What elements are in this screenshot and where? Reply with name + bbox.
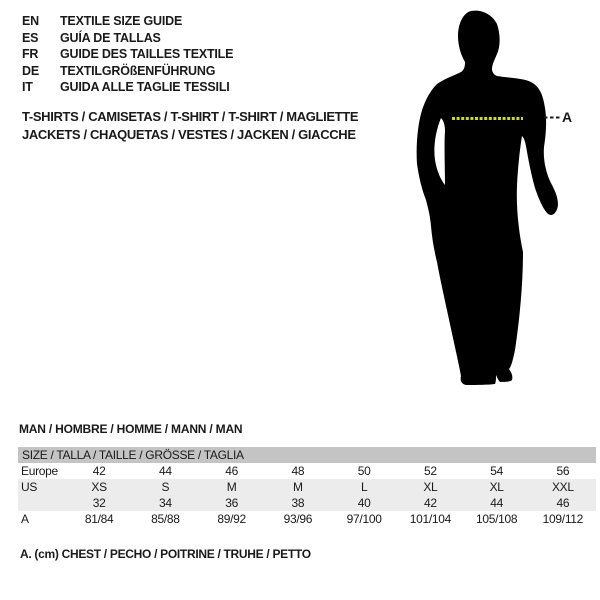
category-line-tshirts: T-SHIRTS / CAMISETAS / T-SHIRT / T-SHIRT / MAGLIETTE [22,109,359,124]
language-label: GUIDA ALLE TAGLIE TESSILI [60,80,230,95]
size-cell: 50 [357,464,371,478]
size-cell: 109/112 [542,512,584,526]
size-cell: 56 [556,464,570,478]
size-cell: 85/88 [151,512,180,526]
size-cell: 40 [331,495,397,511]
size-cell: S [132,479,198,495]
size-table-header: SIZE / TALLA / TAILLE / GRÖSSE / TAGLIA [18,447,596,463]
row-label: A [21,512,29,526]
size-cell: 38 [265,495,331,511]
table-row-europe [18,463,596,479]
size-cell: M [199,479,265,495]
size-cell: 46 [530,495,596,511]
language-code: ES [22,30,39,45]
size-cell: 101/104 [409,512,452,526]
size-table-header-row [18,447,596,463]
size-cell: 32 [66,495,132,511]
size-cell: XS [66,479,132,495]
size-cell: 93/96 [283,512,313,526]
row-label: Europe [21,464,58,478]
section-title: MAN / HOMBRE / HOMME / MANN / MAN [19,422,243,436]
table-row-us [18,479,596,495]
category-line-jackets: JACKETS / CHAQUETAS / VESTES / JACKEN / GIACCHE [22,127,356,142]
size-cell: M [265,479,331,495]
language-label: GUIDE DES TAILLES TEXTILE [60,47,234,62]
size-cell: 89/92 [217,512,246,526]
man-silhouette [417,11,558,385]
size-cell: 105/108 [475,512,518,526]
size-cell: XL [397,479,463,495]
size-table [18,447,596,527]
size-cell: 81/84 [84,512,114,526]
size-cell: XL [464,479,530,495]
size-cell: 52 [424,464,437,478]
language-code: DE [22,63,39,78]
size-cell: 97/100 [346,512,382,526]
footnote: A. (cm) CHEST / PECHO / POITRINE / TRUHE / PETTO [20,547,311,561]
size-cell: 36 [199,495,265,511]
size-cell: 44 [464,495,530,511]
size-cell: 46 [225,464,238,478]
size-cell: 54 [490,464,503,478]
language-label: GUÍA DE TALLAS [60,30,161,45]
size-cell: XXL [530,479,596,495]
measurement-label-a: A [562,109,573,125]
size-cell: 34 [132,495,198,511]
table-row-alt-sizes [18,495,596,511]
language-label: TEXTILGRÖßENFÜHRUNG [60,63,216,78]
size-cell: 44 [159,464,172,478]
size-cell: 48 [291,464,305,478]
row-label [18,495,66,511]
size-cell: 42 [397,495,463,511]
language-code: IT [22,80,33,95]
language-code: EN [22,14,39,28]
size-cell: 42 [92,464,106,478]
row-label: US [18,479,66,495]
language-label: TEXTILE SIZE GUIDE [60,14,183,28]
table-row-chest-a [18,511,596,527]
language-code: FR [22,47,39,62]
size-cell: L [331,479,397,495]
